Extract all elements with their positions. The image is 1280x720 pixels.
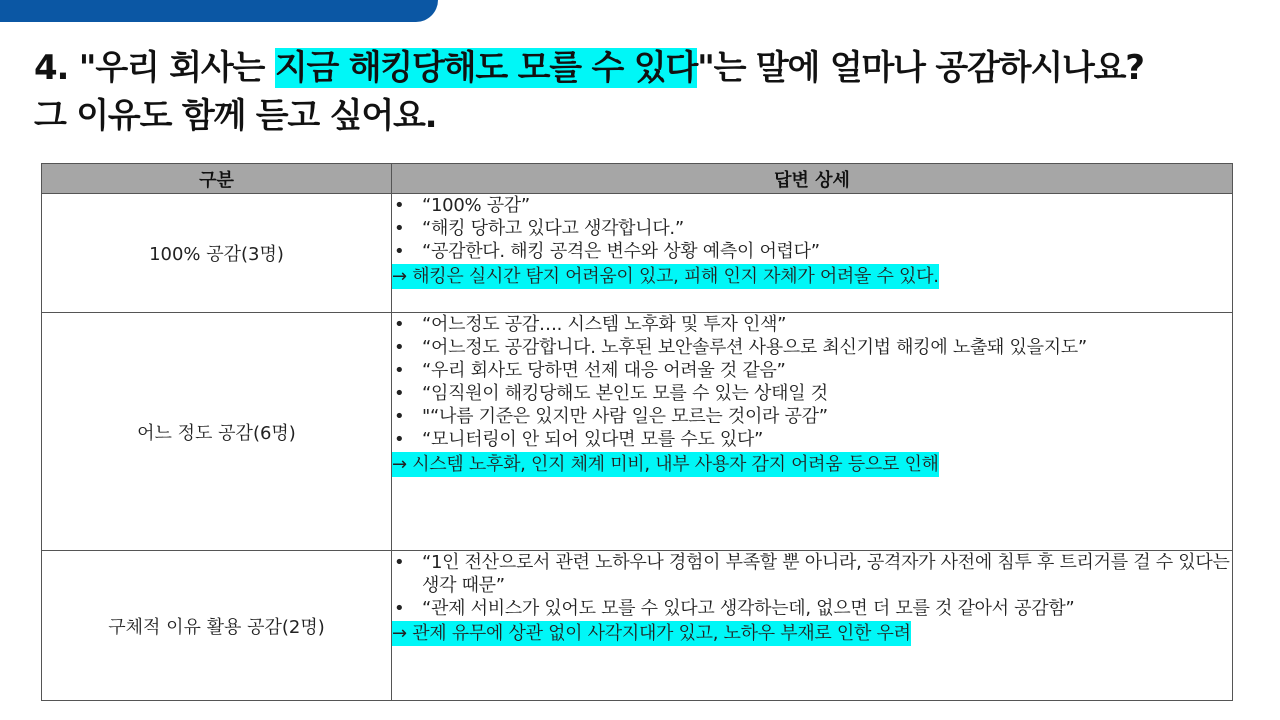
quote-text: “우리 회사도 당하면 선제 대응 어려울 것 같음” [422, 360, 786, 381]
row-detail [392, 313, 1233, 551]
list-item: • “해킹 당하고 있다고 생각합니다.” [394, 218, 684, 239]
quote-text: “공감한다. 해킹 공격은 변수와 상황 예측이 어렵다” [422, 241, 820, 262]
table-header-row [42, 164, 1233, 194]
top-accent-bar [0, 0, 438, 22]
quote-text: “임직원이 해킹당해도 본인도 모를 수 있는 상태일 것 [422, 383, 828, 404]
quote-text: “해킹 당하고 있다고 생각합니다.” [422, 218, 684, 239]
quote-text: “어느정도 공감합니다. 노후된 보안솔루션 사용으로 최신기법 해킹에 노출돼 있을지도” [422, 337, 1087, 358]
quote-text: “1인 전산으로서 관련 노하우나 경험이 부족할 뿐 아니라, 공격자가 사전에 침투 후 트리거를 걸 수 있다는 생각 때문” [422, 552, 1230, 596]
list-item: • “어느정도 공감합니다. 노후된 보안솔루션 사용으로 최신기법 해킹에 노출돼 있을지도” [394, 337, 1087, 358]
list-item: • “100% 공감” [394, 195, 530, 216]
list-item: • “어느정도 공감…. 시스템 노후화 및 투자 인색” [394, 314, 787, 335]
quote-list [392, 551, 1232, 620]
page-title [34, 44, 1254, 140]
header-detail: 답변 상세 [392, 164, 1233, 194]
quote-list [392, 313, 1232, 451]
quote-text: “모니터링이 안 되어 있다면 모를 수도 있다” [422, 429, 764, 450]
title-line-1 [34, 44, 1254, 92]
list-item: • “관제 서비스가 있어도 모를 수 있다고 생각하는데, 없으면 더 모를 것 같아서 공감함” [394, 598, 1075, 619]
title-highlight: 지금 해킹당해도 모를 수 있다 [274, 48, 698, 88]
title-line-2: 그 이유도 함께 듣고 싶어요. [34, 96, 437, 136]
list-item: • “1인 전산으로서 관련 노하우나 경험이 부족할 뿐 아니라, 공격자가 사전에 침투 후 트리거를 걸 수 있다는 생각 때문” [394, 552, 1230, 596]
summary-highlight: → 관제 유무에 상관 없이 사각지대가 있고, 노하우 부재로 인한 우려 [392, 623, 911, 644]
list-item: • “임직원이 해킹당해도 본인도 모를 수 있는 상태일 것 [394, 383, 828, 404]
list-item: • “모니터링이 안 되어 있다면 모를 수도 있다” [394, 429, 764, 450]
row-detail [392, 194, 1233, 313]
list-item: • “우리 회사도 당하면 선제 대응 어려울 것 같음” [394, 360, 786, 381]
summary-highlight: → 해킹은 실시간 탐지 어려움이 있고, 피해 인지 자체가 어려울 수 있다. [392, 266, 939, 287]
summary-highlight: → 시스템 노후화, 인지 체계 미비, 내부 사용자 감지 어려움 등으로 인해 [392, 454, 939, 475]
table-row [42, 194, 1233, 313]
survey-table [41, 163, 1233, 701]
title-suffix: "는 말에 얼마나 공감하시나요? [697, 48, 1144, 88]
row-category: 구체적 이유 활용 공감(2명) [42, 551, 392, 701]
row-category: 어느 정도 공감(6명) [42, 313, 392, 551]
quote-text: "“나름 기준은 있지만 사람 일은 모르는 것이라 공감” [422, 406, 828, 427]
header-category: 구분 [42, 164, 392, 194]
row-category: 100% 공감(3명) [42, 194, 392, 313]
quote-text: “100% 공감” [422, 195, 530, 216]
table-row [42, 313, 1233, 551]
title-prefix: 4. "우리 회사는 [34, 48, 275, 88]
list-item: • "“나름 기준은 있지만 사람 일은 모르는 것이라 공감” [394, 406, 828, 427]
quote-text: “어느정도 공감…. 시스템 노후화 및 투자 인색” [422, 314, 787, 335]
list-item: • “공감한다. 해킹 공격은 변수와 상황 예측이 어렵다” [394, 241, 820, 262]
row-detail [392, 551, 1233, 701]
table-row [42, 551, 1233, 701]
quote-list [392, 194, 1232, 263]
quote-text: “관제 서비스가 있어도 모를 수 있다고 생각하는데, 없으면 더 모를 것 같아서 공감함” [422, 598, 1075, 619]
